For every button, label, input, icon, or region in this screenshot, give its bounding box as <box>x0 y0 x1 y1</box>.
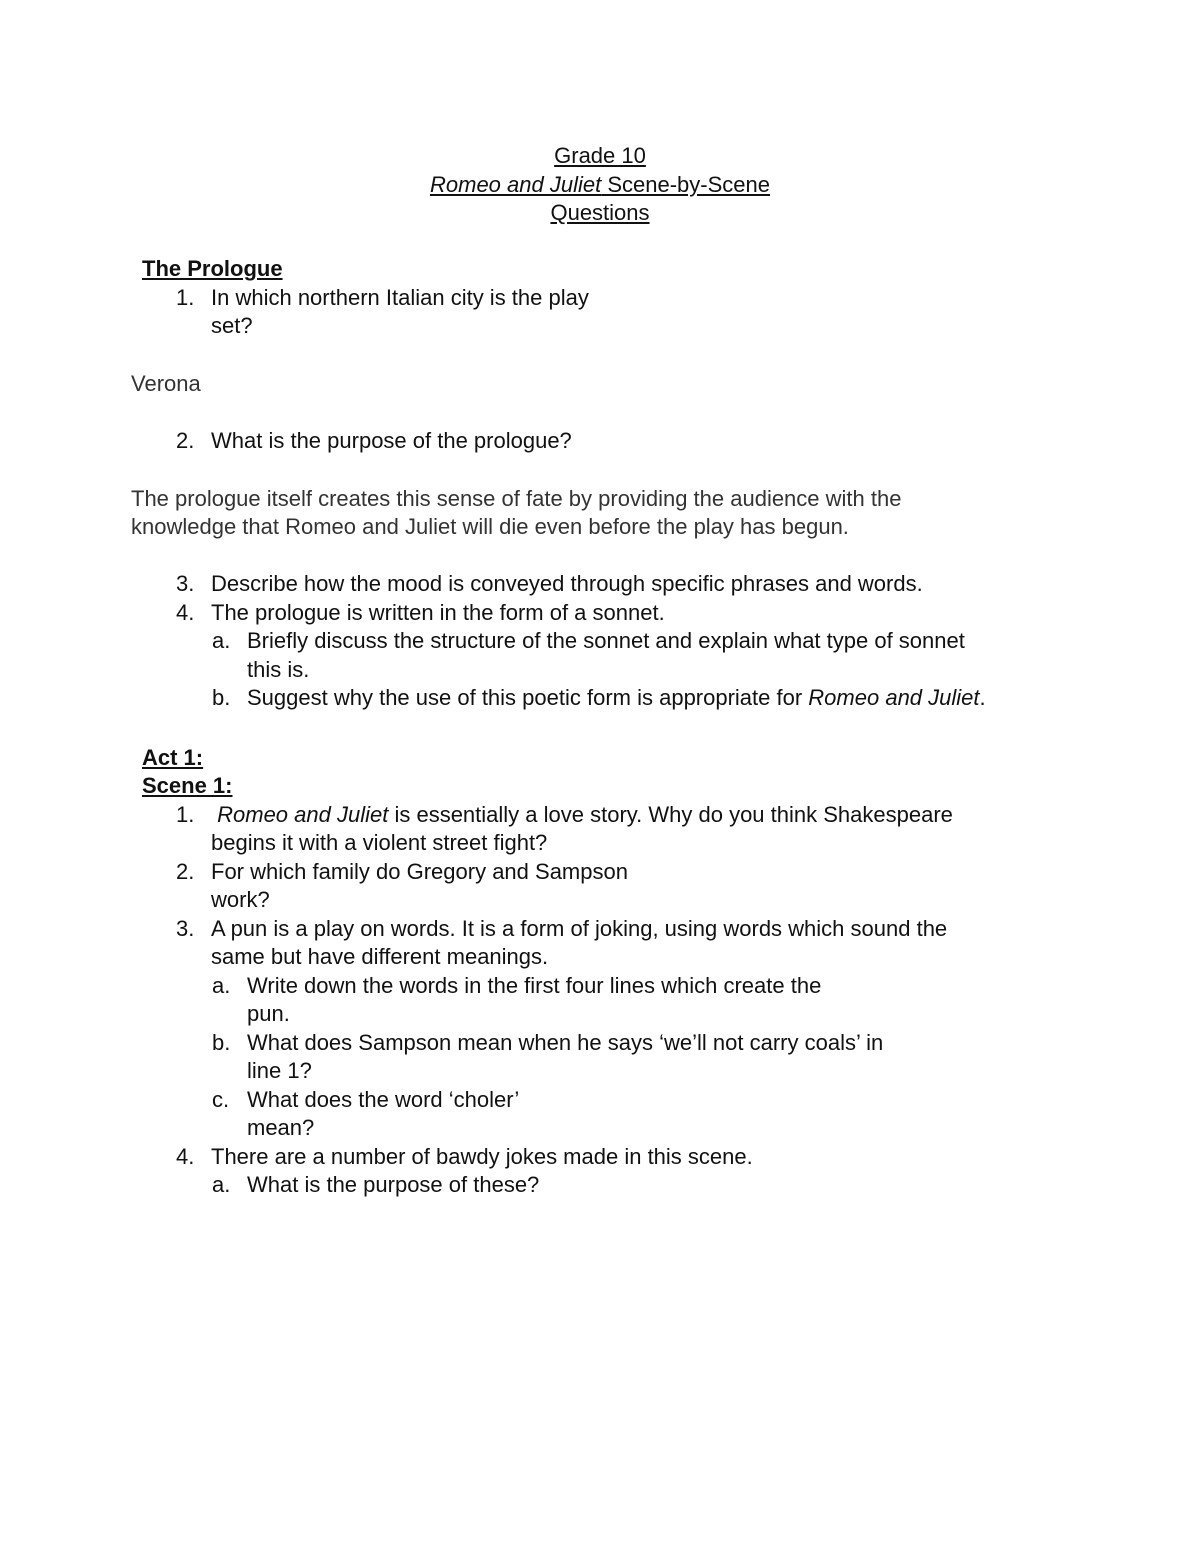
play-title-italic: Romeo and Juliet <box>430 171 602 197</box>
prologue-answer-2: The prologue itself creates this sense of fate by providing the audience with the knowledge that Romeo and Juliet will die even before the play has begun. <box>131 485 902 539</box>
prologue-question-4a: a. Briefly discuss the structure of the sonnet and explain what type of sonnet this is. <box>212 628 965 682</box>
prologue-heading: The Prologue <box>142 256 283 281</box>
prologue-question-2: 2. What is the purpose of the prologue? <box>176 428 572 453</box>
prologue-question-1: 1. In which northern Italian city is the play set? <box>176 284 589 338</box>
grade-title: Grade 10 <box>554 143 646 168</box>
act1-question-4a: a. What is the purpose of these? <box>212 1172 540 1197</box>
act1-question-1: 1. Romeo and Juliet is essentially a love story. Why do you think Shakespeare begins it with a violent street fight? <box>176 801 953 855</box>
act-1-heading: Act 1: <box>142 744 204 770</box>
act1-question-4: 4. There are a number of bawdy jokes made in this scene. <box>176 1143 753 1169</box>
play-title-rest: Scene-by-Scene <box>601 171 770 197</box>
prologue-question-4: 4. The prologue is written in the form of a sonnet. <box>176 599 665 625</box>
play-title <box>0 171 1200 200</box>
act1-question-3: 3. A pun is a play on words. It is a form of joking, using words which sound the same but have different meanings. <box>176 915 948 969</box>
act1-question-3a: a. Write down the words in the first four lines which create the pun. <box>212 972 822 1026</box>
document-title-block <box>0 142 1200 228</box>
prologue-question-3: 3. Describe how the mood is conveyed through specific phrases and words. <box>176 571 923 596</box>
questions-title: Questions <box>550 200 650 225</box>
prologue-answer-1: Verona <box>131 370 201 396</box>
scene-1-heading: Scene 1: <box>142 773 233 798</box>
act1-question-2: 2. For which family do Gregory and Sampson work? <box>176 858 628 912</box>
prologue-question-4b: b. Suggest why the use of this poetic form is appropriate for Romeo and Juliet. <box>212 685 986 710</box>
act1-question-3c: c. What does the word ‘choler’ mean? <box>212 1086 520 1140</box>
act1-question-3b: b. What does Sampson mean when he says ‘we’ll not carry coals’ in line 1? <box>212 1029 884 1083</box>
document-body <box>131 255 1091 1200</box>
